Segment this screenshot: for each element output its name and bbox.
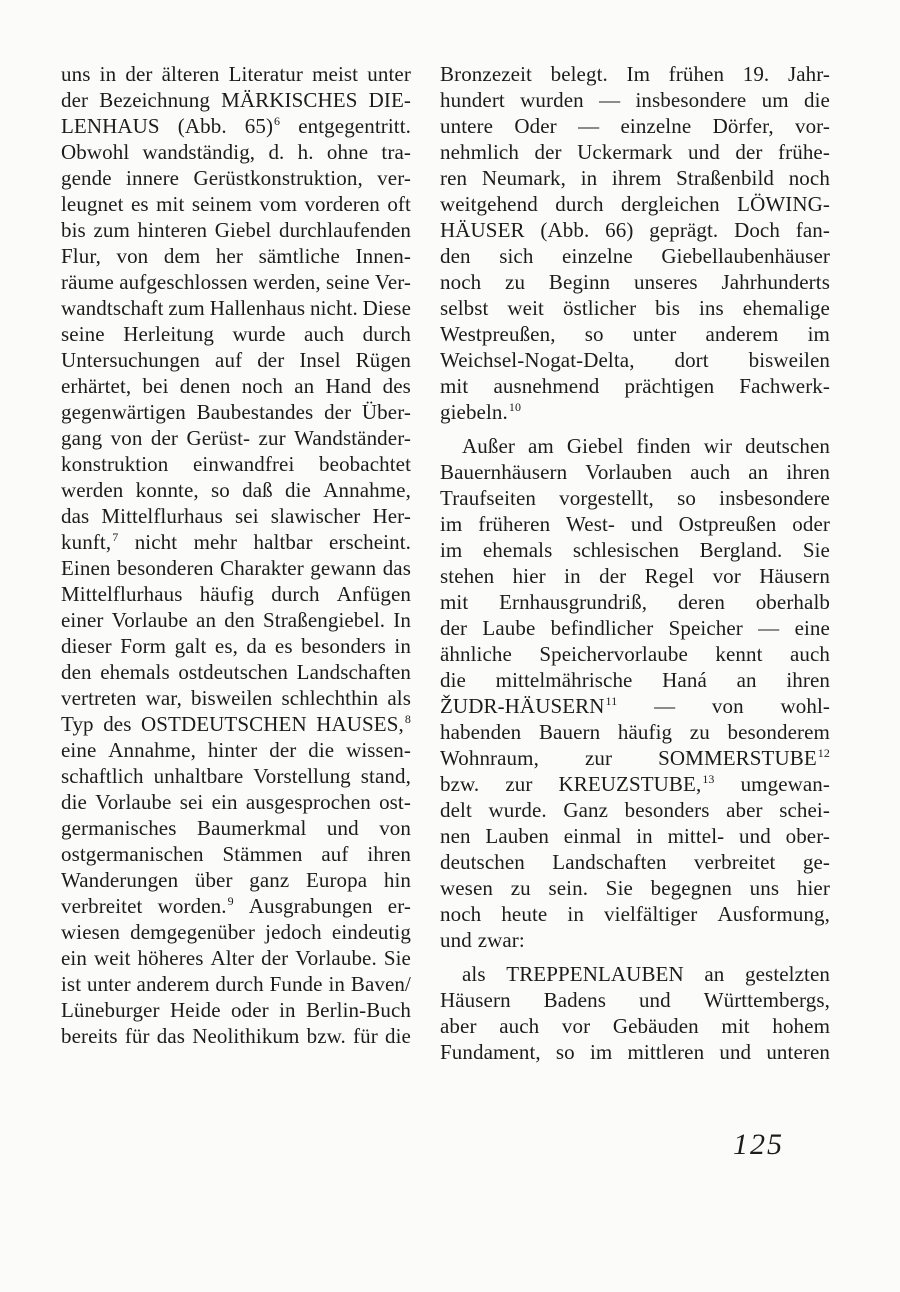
text-line: Weichsel-Nogat-Delta, dort bisweilen [440,348,830,372]
text-line: der Bezeichnung MÄRKISCHES DIE- [61,88,411,112]
text-line: seine Herleitung wurde auch durch [61,322,411,346]
text-line: ähnliche Speichervorlaube kennt auch [440,642,830,666]
text-line: Westpreußen, so unter anderem im [440,322,830,346]
text-line: ostgermanischen Stämmen auf ihren [61,842,411,866]
text-line: einer Vorlaube an den Straßengiebel. In [61,608,411,632]
text-line: dieser Form galt es, da es besonders in [61,634,411,658]
text-line: im ehemals schlesischen Bergland. Sie [440,538,830,562]
text-line: uns in der älteren Literatur meist unter [61,62,411,86]
text-line: weitgehend durch dergleichen LÖWING- [440,192,830,216]
text-line: noch zu Beginn unseres Jahrhunderts [440,270,830,294]
text-line: kunft,$^7$ nicht mehr haltbar erscheint. [61,530,411,554]
text-line: gende innere Gerüstkonstruktion, ver- [61,166,411,190]
text-line: das Mittelflurhaus sei slawischer Her- [61,504,411,528]
text-line: giebeln.$^{10}$ [440,400,522,424]
text-line: habenden Bauern häufig zu besonderem [440,720,830,744]
text-line: die Vorlaube sei ein ausgesprochen ost- [61,790,411,814]
text-line: Einen besonderen Charakter gewann das [61,556,411,580]
text-line: eine Annahme, hinter der die wissen- [61,738,411,762]
text-line: Wohnraum, zur SOMMERSTUBE$^{12}$ [440,746,830,770]
text-line: ŽUDR-HÄUSERN$^{11}$ — von wohl- [440,694,830,718]
text-line: Flur, von dem her sämtliche Innen- [61,244,411,268]
text-line: werden konnte, so daß die Annahme, [61,478,411,502]
text-line: die mittelmährische Haná an ihren [440,668,830,692]
text-line: wandtschaft zum Hallenhaus nicht. Diese [61,296,411,320]
text-line: deutschen Landschaften verbreitet ge- [440,850,830,874]
text-line: räume aufgeschlossen werden, seine Ver- [61,270,411,294]
text-line: Lüneburger Heide oder in Berlin-Buch [61,998,411,1022]
text-line: konstruktion einwandfrei beobachtet [61,452,411,476]
text-line: Wanderungen über ganz Europa hin [61,868,411,892]
text-line: verbreitet worden.$^9$ Ausgrabungen er- [61,894,411,918]
text-line: Obwohl wandständig, d. h. ohne tra- [61,140,411,164]
text-line: Fundament, so im mittleren und unteren [440,1040,830,1064]
text-line: bzw. zur KREUZSTUBE,$^{13}$ umgewan- [440,772,830,796]
text-line: im früheren West- und Ostpreußen oder [440,512,830,536]
text-line: Traufseiten vorgestellt, so insbesondere [440,486,830,510]
text-line: schaftlich unhaltbare Vorstellung stand, [61,764,411,788]
text-line: ist unter anderem durch Funde in Baven/ [61,972,411,996]
text-line: wiesen demgegenüber jedoch eindeutig [61,920,411,944]
text-line: leugnet es mit seinem vom vorderen oft [61,192,411,216]
text-line: Außer am Giebel finden wir deutschen [462,434,830,458]
text-line: Bronzezeit belegt. Im frühen 19. Jahr- [440,62,830,86]
text-line: Untersuchungen auf der Insel Rügen [61,348,411,372]
text-line: hundert wurden — insbesondere um die [440,88,830,112]
text-line: gegenwärtigen Baubestandes der Über- [61,400,411,424]
page-number: 125 [733,1128,784,1161]
text-line: mit Ernhausgrundriß, deren oberhalb [440,590,830,614]
text-line: ein weit höheres Alter der Vorlaube. Sie [61,946,411,970]
text-line: vertreten war, bisweilen schlechthin als [61,686,411,710]
text-line: gang von der Gerüst- zur Wandständer- [61,426,411,450]
text-line: Bauernhäusern Vorlauben auch an ihren [440,460,830,484]
text-line: als TREPPENLAUBEN an gestelzten [462,962,830,986]
text-line: aber auch vor Gebäuden mit hohem [440,1014,830,1038]
text-line: wesen zu sein. Sie begegnen uns hier [440,876,830,900]
text-line: untere Oder — einzelne Dörfer, vor- [440,114,830,138]
text-line: Typ des OSTDEUTSCHEN HAUSES,$^8$ [61,712,411,736]
text-line: der Laube befindlicher Speicher — eine [440,616,830,640]
text-line: bis zum hinteren Giebel durchlaufenden [61,218,411,242]
text-line: Häusern Badens und Württembergs, [440,988,830,1012]
text-line: selbst weit östlicher bis ins ehemalige [440,296,830,320]
text-line: ren Neumark, in ihrem Straßenbild noch [440,166,830,190]
text-line: mit ausnehmend prächtigen Fachwerk- [440,374,830,398]
text-line: delt wurde. Ganz besonders aber schei- [440,798,830,822]
text-line: erhärtet, bei denen noch an Hand des [61,374,411,398]
text-line: den sich einzelne Giebellaubenhäuser [440,244,830,268]
text-line: nen Lauben einmal in mittel- und ober- [440,824,830,848]
text-line: und zwar: [440,928,525,952]
text-line: germanisches Baumerkmal und von [61,816,411,840]
text-line: bereits für das Neolithikum bzw. für die [61,1024,411,1048]
text-line: HÄUSER (Abb. 66) geprägt. Doch fan- [440,218,830,242]
text-line: nehmlich der Uckermark und der frühe- [440,140,830,164]
text-line: Mittelflurhaus häufig durch Anfügen [61,582,411,606]
text-line: LENHAUS (Abb. 65)$^6$ entgegentritt. [61,114,411,138]
text-line: noch heute in vielfältiger Ausformung, [440,902,830,926]
text-line: den ehemals ostdeutschen Landschaften [61,660,411,684]
text-line: stehen hier in der Regel vor Häusern [440,564,830,588]
